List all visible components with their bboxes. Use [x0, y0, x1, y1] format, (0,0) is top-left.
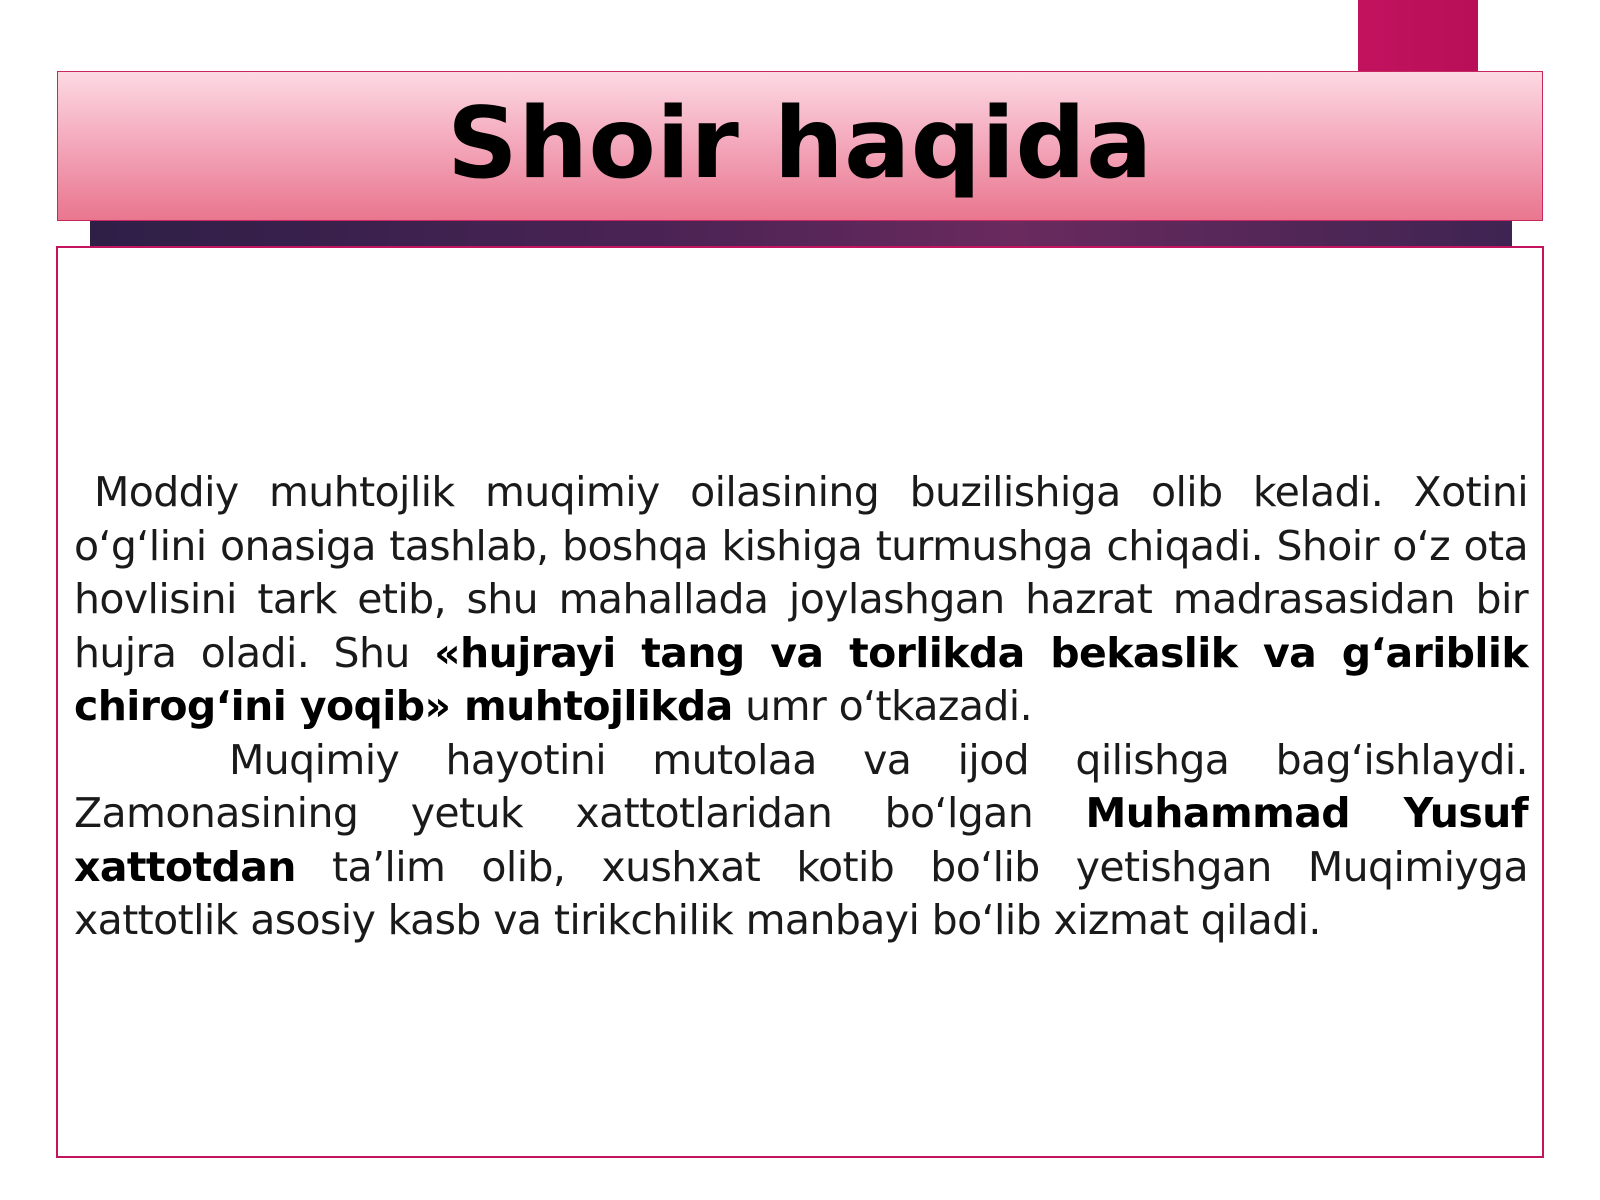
slide-title: Shoir haqida — [447, 87, 1153, 201]
paragraph-2-bold-name: Muhammad Yusuf xattotdan — [74, 789, 1528, 891]
paragraph-2-text-a: Muqimiy hayotini mutolaa va ijod qilishga bag‘ishlaydi. Zamonasining yetuk xattotlaridan bo‘lgan — [74, 735, 1528, 837]
paragraph-2-text-b: ta’lim olib, xushxat kotib bo‘lib yetishgan Muqimiyga xattotlik asosiy kasb va tirikchilik manbayi bo‘lib xizmat qiladi. — [74, 842, 1528, 944]
content-box — [56, 246, 1544, 1158]
paragraph-1-bold-quote: «hujrayi tang va torlikda bekaslik va g‘ariblik chirog‘ini yoqib» muhtojlikda — [74, 628, 1528, 730]
body-text — [74, 466, 1528, 948]
title-shadow-bar — [90, 221, 1512, 247]
accent-tab — [1358, 0, 1478, 71]
paragraph-2 — [74, 734, 1528, 948]
paragraph-1 — [74, 466, 1528, 734]
title-banner — [57, 71, 1543, 221]
paragraph-1-text-a: Moddiy muhtojlik muqimiy oilasining buzilishiga olib keladi. Xotini o‘g‘lini onasiga tashlab, boshqa kishiga turmushga chiqadi. Shoir o‘z ota hovlisini tark etib, shu mahallada joylashgan hazrat madrasasidan bir hujra oladi. Shu — [74, 468, 1528, 677]
paragraph-1-text-b: umr o‘tkazadi. — [732, 682, 1033, 730]
